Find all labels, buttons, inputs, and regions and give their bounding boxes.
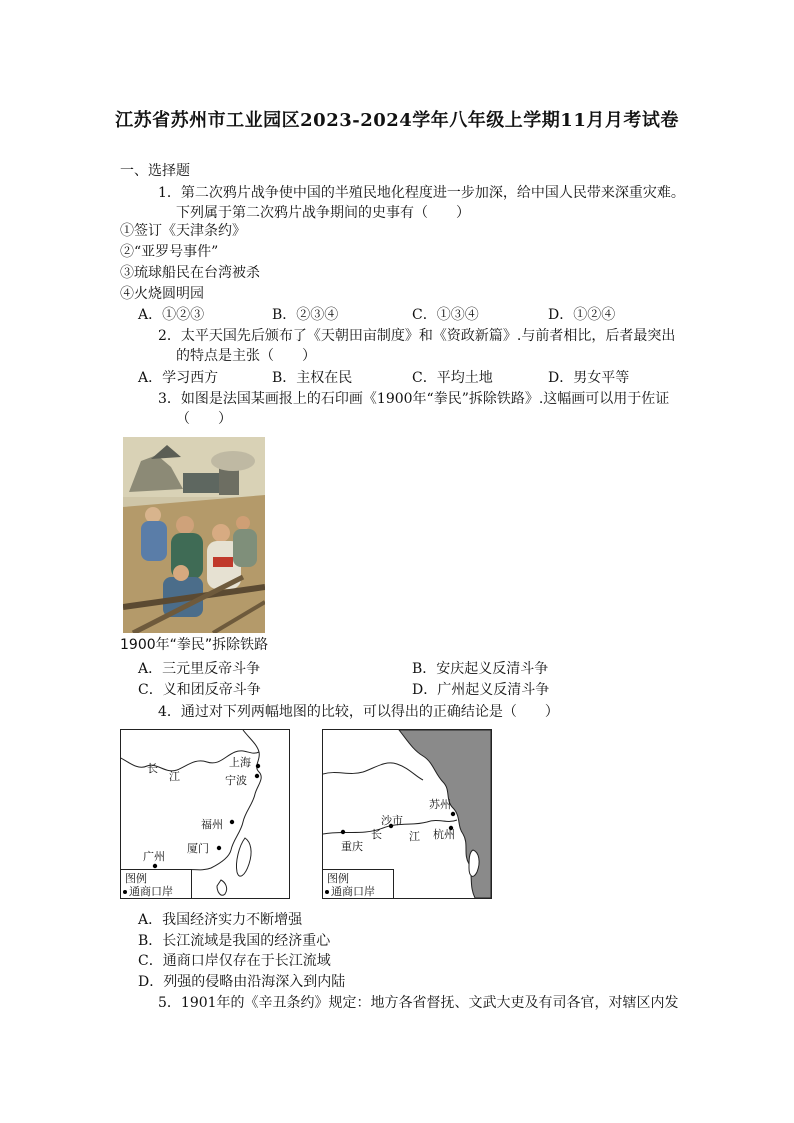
q3-option-a[interactable]: A．三元里反帝斗争 bbox=[138, 661, 261, 677]
map2-label-shashi: 沙市 bbox=[381, 814, 403, 827]
q1-item-4: ④火烧圆明园 bbox=[120, 286, 204, 302]
q2-stem-line1: 2．太平天国先后颁布了《天朝田亩制度》和《资政新篇》.与前者相比，后者最突出 bbox=[158, 328, 676, 344]
map1-label-jiang: 江 bbox=[169, 770, 180, 783]
map2-legend-title: 图例 bbox=[327, 872, 349, 885]
q1-stem-line2: 下列属于第二次鸦片战争期间的史事有（ ） bbox=[176, 205, 470, 221]
map1-label-shanghai: 上海 bbox=[229, 756, 251, 769]
q1-option-b[interactable]: B．②③④ bbox=[272, 307, 339, 323]
q1-option-a[interactable]: A．①②③ bbox=[138, 307, 205, 323]
q4-option-c[interactable]: C．通商口岸仅存在于长江流域 bbox=[138, 953, 331, 969]
map2-label-hangzhou: 杭州 bbox=[433, 828, 455, 841]
map1-label-xiamen: 厦门 bbox=[187, 842, 209, 855]
q3-option-d[interactable]: D．广州起义反清斗争 bbox=[412, 682, 550, 698]
q4-option-a[interactable]: A．我国经济实力不断增强 bbox=[138, 912, 303, 928]
q1-option-d[interactable]: D．①②④ bbox=[548, 307, 616, 323]
map-treaty-ports-2 bbox=[322, 729, 492, 899]
q4-option-d[interactable]: D．列强的侵略由沿海深入到内陆 bbox=[138, 974, 346, 990]
q1-stem-line1: 1．第二次鸦片战争使中国的半殖民地化程度进一步加深，给中国人民带来深重灾难。 bbox=[158, 185, 685, 201]
q5-stem-line1: 5．1901年的《辛丑条约》规定：地方各省督抚、文武大吏及有司各官，对辖区内发 bbox=[158, 995, 679, 1011]
map1-label-chang: 长 bbox=[147, 762, 158, 775]
q3-option-b[interactable]: B．安庆起义反清斗争 bbox=[412, 661, 549, 677]
q1-item-2: ②“亚罗号事件” bbox=[120, 244, 219, 260]
map1-label-ningbo: 宁波 bbox=[225, 774, 247, 787]
q1-item-3: ③琉球船民在台湾被杀 bbox=[120, 265, 260, 281]
q2-stem-line2: 的特点是主张（ ） bbox=[176, 348, 316, 364]
map2-label-chongqing: 重庆 bbox=[341, 840, 363, 853]
q2-option-c[interactable]: C．平均土地 bbox=[412, 370, 493, 386]
q4-stem: 4．通过对下列两幅地图的比较，可以得出的正确结论是（ ） bbox=[158, 704, 559, 720]
map2-legend bbox=[323, 869, 394, 898]
q3-stem-line1: 3．如图是法国某画报上的石印画《1900年“拳民”拆除铁路》.这幅画可以用于佐证 bbox=[158, 391, 670, 407]
map1-legend-item: 通商口岸 bbox=[123, 883, 173, 899]
map2-label-suzhou: 苏州 bbox=[429, 798, 451, 811]
q2-option-b[interactable]: B．主权在民 bbox=[272, 370, 353, 386]
map1-legend bbox=[121, 869, 192, 898]
section-heading: 一、选择题 bbox=[120, 163, 190, 179]
painting-caption: 1900年“拳民”拆除铁路 bbox=[120, 637, 269, 653]
map1-legend-title: 图例 bbox=[125, 872, 147, 885]
exam-title: 江苏省苏州市工业园区2023-2024学年八年级上学期11月月考试卷 bbox=[115, 110, 679, 131]
q4-option-b[interactable]: B．长江流域是我国的经济重心 bbox=[138, 933, 331, 949]
q1-option-c[interactable]: C．①③④ bbox=[412, 307, 479, 323]
map1-label-fuzhou: 福州 bbox=[201, 818, 223, 831]
treaty-port-dot-icon bbox=[123, 890, 127, 894]
treaty-port-dot-icon bbox=[325, 890, 329, 894]
map2-label-jiang: 江 bbox=[409, 830, 420, 843]
map2-label-chang: 长 bbox=[371, 828, 382, 841]
map1-label-guangzhou: 广州 bbox=[143, 850, 165, 863]
q3-stem-line2: （ ） bbox=[176, 411, 232, 427]
map-treaty-ports-1 bbox=[120, 729, 290, 899]
boxer-railway-lithograph bbox=[123, 437, 265, 633]
q1-item-1: ①签订《天津条约》 bbox=[120, 223, 246, 239]
q2-option-d[interactable]: D．男女平等 bbox=[548, 370, 630, 386]
q2-option-a[interactable]: A．学习西方 bbox=[138, 370, 219, 386]
map2-legend-item: 通商口岸 bbox=[325, 883, 375, 899]
q3-option-c[interactable]: C．义和团反帝斗争 bbox=[138, 682, 261, 698]
